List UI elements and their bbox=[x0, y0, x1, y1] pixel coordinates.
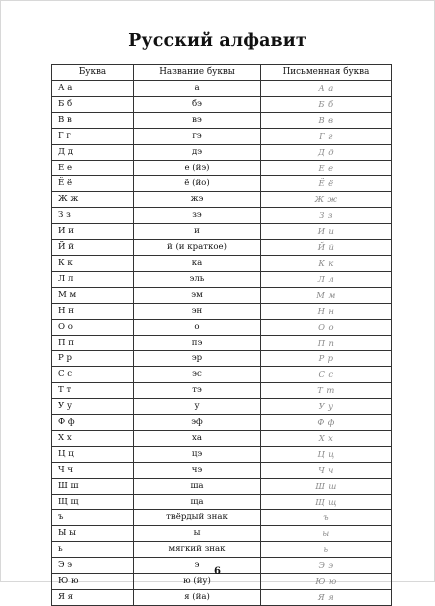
letter-name-cell: ю (йу) bbox=[134, 574, 261, 590]
table-row bbox=[52, 399, 392, 415]
letter-cell: Н н bbox=[52, 303, 134, 319]
written-letter-cell: ъ bbox=[261, 510, 392, 526]
letter-cell: Э э bbox=[52, 558, 134, 574]
table-row bbox=[52, 192, 392, 208]
letter-name-cell: я (йа) bbox=[134, 590, 261, 606]
letter-cell: М м bbox=[52, 287, 134, 303]
letter-name-cell: э bbox=[134, 558, 261, 574]
written-letter-cell: Л л bbox=[261, 271, 392, 287]
letter-name-cell: ща bbox=[134, 494, 261, 510]
table-row bbox=[52, 96, 392, 112]
written-letter-cell: ь bbox=[261, 542, 392, 558]
header-letter: Буква bbox=[52, 65, 134, 81]
letter-name-cell: эн bbox=[134, 303, 261, 319]
table-row bbox=[52, 319, 392, 335]
letter-cell: З з bbox=[52, 208, 134, 224]
written-letter-cell: В в bbox=[261, 112, 392, 128]
letter-cell: П п bbox=[52, 335, 134, 351]
written-letter-cell: Ш ш bbox=[261, 478, 392, 494]
letter-cell: Б б bbox=[52, 96, 134, 112]
header-letter-name: Название буквы bbox=[134, 65, 261, 81]
letter-name-cell: бэ bbox=[134, 96, 261, 112]
written-letter-cell: Е е bbox=[261, 160, 392, 176]
written-letter-cell: Ё ё bbox=[261, 176, 392, 192]
letter-name-cell: у bbox=[134, 399, 261, 415]
written-letter-cell: К к bbox=[261, 255, 392, 271]
letter-cell: О о bbox=[52, 319, 134, 335]
table-header-row bbox=[52, 65, 392, 81]
alphabet-table bbox=[51, 64, 392, 606]
written-letter-cell: Т т bbox=[261, 383, 392, 399]
table-row bbox=[52, 287, 392, 303]
written-letter-cell: С с bbox=[261, 367, 392, 383]
letter-name-cell: ха bbox=[134, 430, 261, 446]
table-row bbox=[52, 240, 392, 256]
letter-cell: Я я bbox=[52, 590, 134, 606]
table-row bbox=[52, 383, 392, 399]
table-row bbox=[52, 255, 392, 271]
page-number: 6 bbox=[214, 566, 221, 577]
written-letter-cell: У у bbox=[261, 399, 392, 415]
table-row bbox=[52, 303, 392, 319]
table-row bbox=[52, 590, 392, 606]
written-letter-cell: Х х bbox=[261, 430, 392, 446]
table-row bbox=[52, 335, 392, 351]
written-letter-cell: Й й bbox=[261, 240, 392, 256]
letter-cell: Х х bbox=[52, 430, 134, 446]
letter-cell: Ц ц bbox=[52, 446, 134, 462]
letter-name-cell: жэ bbox=[134, 192, 261, 208]
header-written-letter: Письменная буква bbox=[261, 65, 392, 81]
letter-cell: Г г bbox=[52, 128, 134, 144]
written-letter-cell: З з bbox=[261, 208, 392, 224]
letter-cell: Ж ж bbox=[52, 192, 134, 208]
letter-name-cell: твёрдый знак bbox=[134, 510, 261, 526]
letter-name-cell: мягкий знак bbox=[134, 542, 261, 558]
letter-cell: Т т bbox=[52, 383, 134, 399]
written-letter-cell: Я я bbox=[261, 590, 392, 606]
letter-cell: Ф ф bbox=[52, 415, 134, 431]
letter-cell: Е е bbox=[52, 160, 134, 176]
table-row bbox=[52, 271, 392, 287]
letter-cell: В в bbox=[52, 112, 134, 128]
page-title: Русский алфавит bbox=[128, 31, 307, 51]
table-row bbox=[52, 526, 392, 542]
table-row bbox=[52, 415, 392, 431]
table-row bbox=[52, 462, 392, 478]
letter-name-cell: эр bbox=[134, 351, 261, 367]
written-letter-cell: Б б bbox=[261, 96, 392, 112]
written-letter-cell: Ж ж bbox=[261, 192, 392, 208]
letter-cell: Ю ю bbox=[52, 574, 134, 590]
written-letter-cell: М м bbox=[261, 287, 392, 303]
letter-cell: Ч ч bbox=[52, 462, 134, 478]
letter-name-cell: а bbox=[134, 81, 261, 97]
written-letter-cell: П п bbox=[261, 335, 392, 351]
letter-name-cell: чэ bbox=[134, 462, 261, 478]
written-letter-cell: Э э bbox=[261, 558, 392, 574]
letter-name-cell: пэ bbox=[134, 335, 261, 351]
letter-cell: Щ щ bbox=[52, 494, 134, 510]
table-row bbox=[52, 224, 392, 240]
letter-name-cell: ка bbox=[134, 255, 261, 271]
letter-name-cell: ё (йо) bbox=[134, 176, 261, 192]
table-row bbox=[52, 430, 392, 446]
letter-cell: Й й bbox=[52, 240, 134, 256]
letter-cell: К к bbox=[52, 255, 134, 271]
letter-cell: А а bbox=[52, 81, 134, 97]
letter-name-cell: вэ bbox=[134, 112, 261, 128]
letter-name-cell: ы bbox=[134, 526, 261, 542]
written-letter-cell: А а bbox=[261, 81, 392, 97]
letter-name-cell: и bbox=[134, 224, 261, 240]
table-row bbox=[52, 128, 392, 144]
letter-cell: Л л bbox=[52, 271, 134, 287]
letter-cell: С с bbox=[52, 367, 134, 383]
letter-name-cell: эс bbox=[134, 367, 261, 383]
table-row bbox=[52, 542, 392, 558]
letter-name-cell: тэ bbox=[134, 383, 261, 399]
table-row bbox=[52, 81, 392, 97]
letter-name-cell: дэ bbox=[134, 144, 261, 160]
letter-name-cell: цэ bbox=[134, 446, 261, 462]
letter-name-cell: ша bbox=[134, 478, 261, 494]
written-letter-cell: Д д bbox=[261, 144, 392, 160]
letter-cell: Ы ы bbox=[52, 526, 134, 542]
letter-cell: И и bbox=[52, 224, 134, 240]
table-row bbox=[52, 367, 392, 383]
table-row bbox=[52, 478, 392, 494]
table-row bbox=[52, 144, 392, 160]
letter-name-cell: зэ bbox=[134, 208, 261, 224]
written-letter-cell: Ц ц bbox=[261, 446, 392, 462]
table-row bbox=[52, 208, 392, 224]
table-row bbox=[52, 176, 392, 192]
letter-name-cell: е (йэ) bbox=[134, 160, 261, 176]
table-row bbox=[52, 160, 392, 176]
table-row bbox=[52, 494, 392, 510]
letter-name-cell: гэ bbox=[134, 128, 261, 144]
written-letter-cell: Щ щ bbox=[261, 494, 392, 510]
letter-name-cell: эф bbox=[134, 415, 261, 431]
written-letter-cell: О о bbox=[261, 319, 392, 335]
letter-name-cell: эль bbox=[134, 271, 261, 287]
written-letter-cell: Г г bbox=[261, 128, 392, 144]
letter-name-cell: о bbox=[134, 319, 261, 335]
table-row bbox=[52, 112, 392, 128]
table-row bbox=[52, 510, 392, 526]
letter-cell: Р р bbox=[52, 351, 134, 367]
letter-cell: Д д bbox=[52, 144, 134, 160]
letter-cell: ъ bbox=[52, 510, 134, 526]
table-row bbox=[52, 446, 392, 462]
written-letter-cell: Ю ю bbox=[261, 574, 392, 590]
written-letter-cell: Р р bbox=[261, 351, 392, 367]
written-letter-cell: Н н bbox=[261, 303, 392, 319]
written-letter-cell: ы bbox=[261, 526, 392, 542]
letter-name-cell: й (и краткое) bbox=[134, 240, 261, 256]
written-letter-cell: Ф ф bbox=[261, 415, 392, 431]
table-row bbox=[52, 351, 392, 367]
letter-cell: Ш ш bbox=[52, 478, 134, 494]
letter-cell: Ё ё bbox=[52, 176, 134, 192]
written-letter-cell: И и bbox=[261, 224, 392, 240]
letter-name-cell: эм bbox=[134, 287, 261, 303]
written-letter-cell: Ч ч bbox=[261, 462, 392, 478]
letter-cell: ь bbox=[52, 542, 134, 558]
letter-cell: У у bbox=[52, 399, 134, 415]
